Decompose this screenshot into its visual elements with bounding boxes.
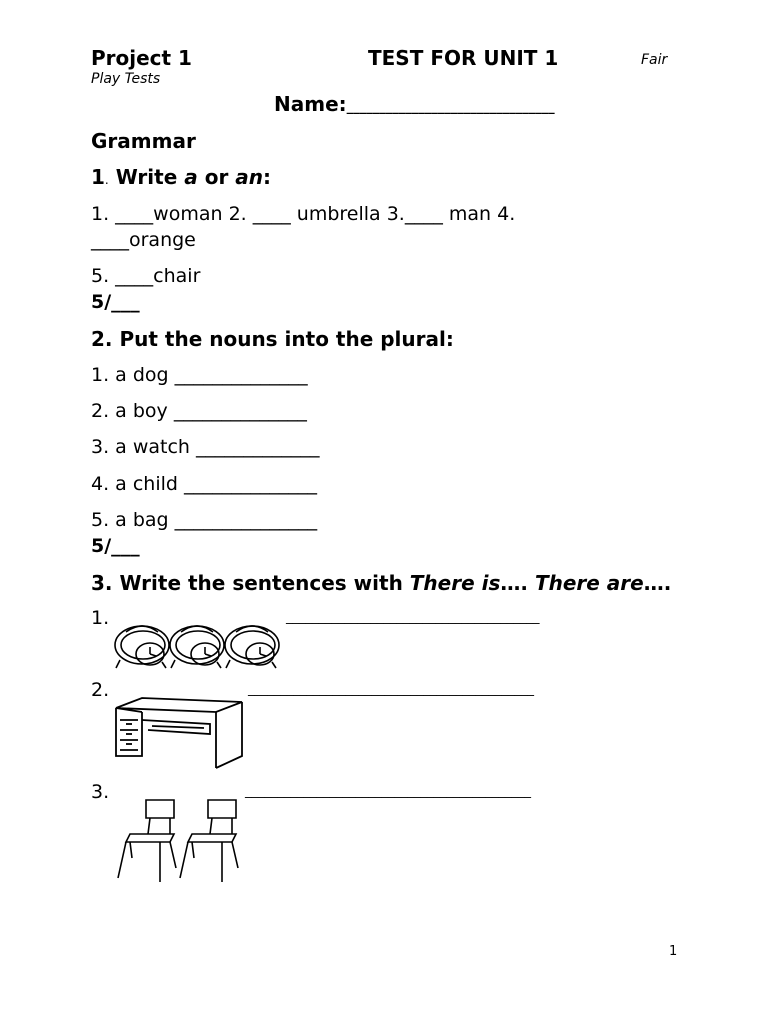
exercise1-title-colon: : <box>263 165 271 189</box>
chairs-picture <box>112 798 242 884</box>
page-number: 1 <box>669 944 678 959</box>
exercise3-ellipsis-1: …. <box>500 571 535 595</box>
exercise3-item-1-label: 1. <box>91 607 110 629</box>
test-title: TEST FOR UNIT 1 <box>368 46 559 70</box>
exercise3-item-2-label: 2. <box>91 679 110 701</box>
exercise1-title-or: or <box>197 165 236 189</box>
exercise1-title <box>91 165 271 189</box>
exercise1-dot: . <box>104 173 109 187</box>
exercise2-title: 2. Put the nouns into the plural: <box>91 327 454 351</box>
exercise1-title-an: an <box>235 165 263 189</box>
project-title: Project 1 <box>91 46 192 70</box>
exercise2-item-5: 5. a bag _______________ <box>91 509 318 531</box>
desk-picture <box>112 694 246 770</box>
exercise1-line-3: 5. ____chair <box>91 265 201 287</box>
alarm-clocks-picture <box>112 620 284 672</box>
level-label: Fair <box>641 52 668 68</box>
exercise3-item-3-label: 3. <box>91 781 110 803</box>
name-row <box>274 92 555 116</box>
project-subtitle: Play Tests <box>91 71 161 87</box>
exercise2-item-3: 3. a watch _____________ <box>91 436 320 458</box>
exercise1-line-2: ____orange <box>91 229 196 251</box>
exercise1-line-1: 1. ____woman 2. ____ umbrella 3.____ man 4. <box>91 203 516 225</box>
exercise3-title <box>91 571 671 595</box>
exercise3-item-2-blank: ____________________________________________ <box>248 682 534 697</box>
exercise2-score: 5/___ <box>91 535 140 557</box>
exercise1-title-text: Write <box>115 165 185 189</box>
exercise1-title-a: a <box>184 165 198 189</box>
exercise3-there-is: There is <box>409 571 501 595</box>
section-title: Grammar <box>91 129 196 153</box>
name-label: Name: <box>274 92 347 116</box>
exercise3-ellipsis-2: …. <box>643 571 672 595</box>
exercise3-there-are: There are <box>534 571 644 595</box>
exercise2-item-2: 2. a boy ______________ <box>91 400 307 422</box>
exercise3-title-text: 3. Write the sentences with <box>91 571 410 595</box>
exercise2-item-4: 4. a child ______________ <box>91 473 317 495</box>
exercise2-item-1: 1. a dog ______________ <box>91 364 308 386</box>
exercise1-score: 5/___ <box>91 291 140 313</box>
exercise1-number: 1 <box>91 165 105 189</box>
exercise3-item-1-blank: _______________________________________ <box>286 610 540 625</box>
name-blank: ________________________________ <box>346 100 555 115</box>
exercise3-item-3-blank: ____________________________________________ <box>245 784 531 799</box>
